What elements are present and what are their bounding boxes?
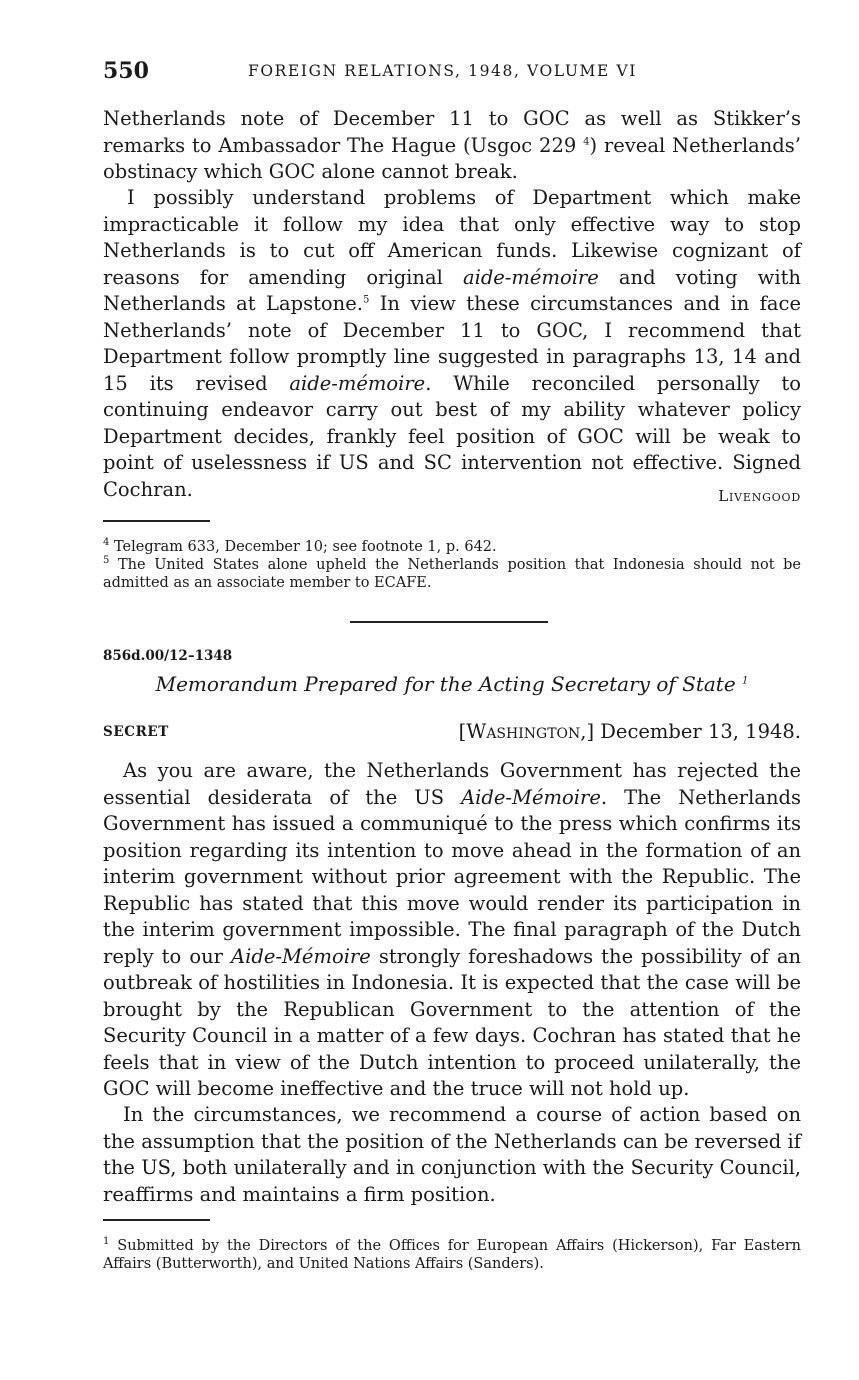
telegram-paragraph-2: I possibly understand problems of Department which make impracticable it follow my idea that only effective way to stop Netherlands is to cut off American funds. Likewise cognizant of reasons for amending original aide-mémoire and voting with Netherlands at Lapstone.$^5$ In view these circumstances and in face Netherlands’ note of December 11 to GOC, I recommend that Department follow promptly line suggested in paragraphs 13, 14 and 15 its revised aide-mémoire. While reconciled personally to continuing endeavor carry out best of my ability whatever policy Department decides, frankly feel position of GOC will be weak to point of uselessness if US and SC intervention not effective. Signed Cochran. xyxy=(103,186,801,501)
running-title: FOREIGN RELATIONS, 1948, VOLUME VI xyxy=(248,62,637,80)
telegram-paragraph-1: Netherlands note of December 11 to GOC as well as Stikker’s remarks to Ambassador The Hague (Usgoc 229 $^4$) reveal Netherlands’ obstinacy which GOC alone cannot break. xyxy=(103,107,801,183)
footnote-5: $^5$ The United States alone upheld the Netherlands position that Indonesia should not be admitted as an associate member to ECAFE. xyxy=(103,555,802,591)
memo-paragraph-2: In the circumstances, we recommend a course of action based on the assumption that the position of the Netherlands can be reversed if the US, both unilaterally and in conjunction with the Security Council, reaffirms and maintains a firm position. xyxy=(103,1103,801,1206)
footnote-divider xyxy=(103,520,210,522)
footnote-ref-5: 5 xyxy=(362,294,370,306)
page-number: 550 xyxy=(103,58,149,84)
date: December 13, 1948. xyxy=(600,720,801,743)
signature: Livengood xyxy=(718,487,801,505)
page-header xyxy=(103,58,803,92)
footnote-4: $^4$ Telegram 633, December 10; see footnote 1, p. 642. xyxy=(103,537,497,555)
file-number: 856d.00/12–1348 xyxy=(103,648,233,664)
section-divider xyxy=(350,621,548,623)
footnote-1: $^1$ Submitted by the Directors of the Offices for European Affairs (Hickerson), Far Eastern Affairs (Butterworth), and United Nations Affairs (Sanders). xyxy=(103,1236,801,1272)
footnote-ref-1: 1 xyxy=(742,675,749,687)
place: Washington, xyxy=(466,720,587,743)
dateline: [Washington,] December 13, 1948. xyxy=(458,720,801,743)
document-title: Memorandum Prepared for the Acting Secretary of State $^1$ xyxy=(155,672,749,696)
classification: SECRET xyxy=(103,724,169,740)
memo-paragraph-1: As you are aware, the Netherlands Government has rejected the essential desiderata of the US Aide-Mémoire. The Netherlands Government has issued a communiqué to the press which confirms its position regarding its intention to move ahead in the formation of an interim government without prior agreement with the Republic. The Republic has stated that this move would render its participation in the interim government impossible. The final paragraph of the Dutch reply to our Aide-Mémoire strongly foreshadows the possibility of an outbreak of hostilities in Indonesia. It is expected that the case will be brought by the Republican Government to the attention of the Security Council in a matter of a few days. Cochran has stated that he feels that in view of the Dutch intention to proceed unilaterally, the GOC will become ineffective and the truce will not hold up. xyxy=(103,759,802,1100)
footnote-divider-2 xyxy=(103,1219,210,1221)
footnote-ref-4: 4 xyxy=(583,136,590,147)
